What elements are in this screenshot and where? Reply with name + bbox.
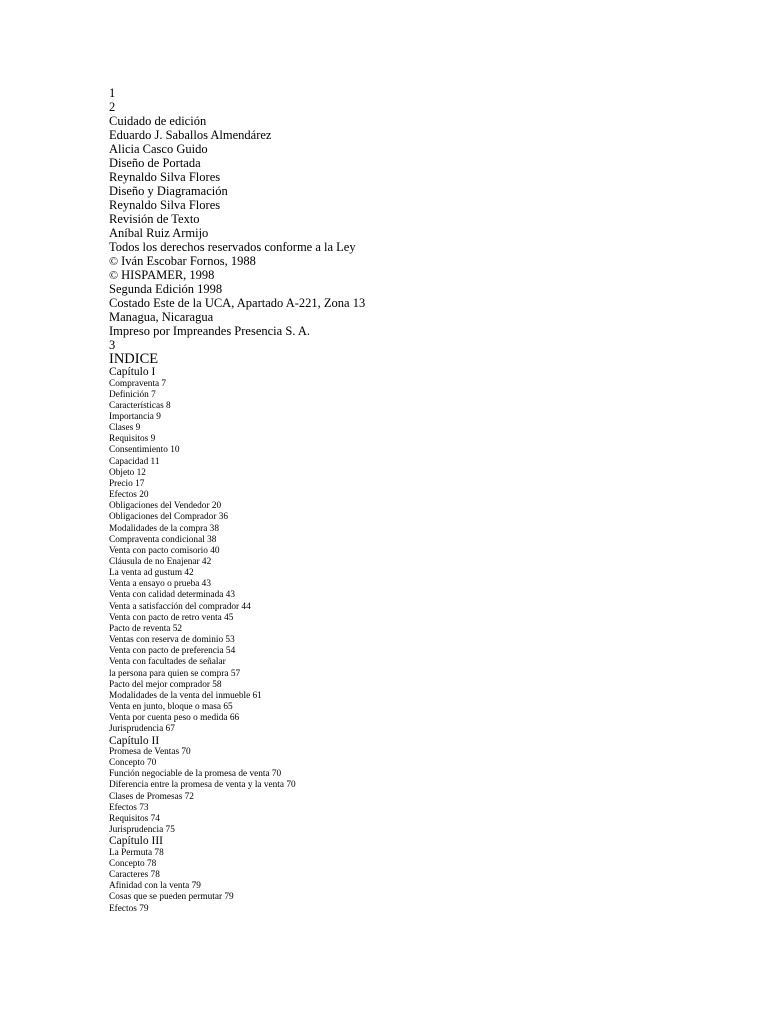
- index-entry: Pacto de reventa 52: [109, 623, 183, 634]
- credit-line: Alicia Casco Guido: [109, 142, 208, 156]
- chapter-heading: Capítulo II: [109, 734, 160, 747]
- index-entry: Cosas que se pueden permutar 79: [109, 892, 234, 903]
- credit-line: Todos los derechos reservados conforme a la Ley: [109, 240, 356, 254]
- index-entry: La venta ad gustum 42: [109, 568, 194, 579]
- index-entry: Venta por cuenta peso o medida 66: [109, 713, 240, 724]
- credit-line: Diseño de Portada: [109, 156, 201, 170]
- index-entry: la persona para quien se compra 57: [109, 668, 241, 679]
- index-entry: Venta con calidad determinada 43: [109, 590, 235, 601]
- copyright-text: Iván Escobar Fornos, 1988: [121, 254, 256, 268]
- copyright-icon: ©: [109, 254, 119, 268]
- credit-line: Diseño y Diagramación: [109, 184, 228, 198]
- index-entry: Efectos 79: [109, 903, 149, 914]
- credit-line: Reynaldo Silva Flores: [109, 170, 221, 184]
- index-entry: Función negociable de la promesa de venta 70: [109, 769, 282, 780]
- index-entry: Efectos 73: [109, 802, 149, 813]
- index-entry: Modalidades de la compra 38: [109, 523, 219, 534]
- index-entry: Requisitos 9: [109, 434, 156, 445]
- index-entry: Venta con pacto comisorio 40: [109, 545, 220, 556]
- index-entry: Obligaciones del Vendedor 20: [109, 501, 222, 512]
- index-heading: INDICE: [109, 351, 159, 367]
- index-entry: Modalidades de la venta del inmueble 61: [109, 690, 262, 701]
- copyright-text: HISPAMER, 1998: [121, 268, 215, 282]
- index-entry: Venta a satisfacción del comprador 44: [109, 601, 251, 612]
- credit-line: 3: [109, 338, 116, 352]
- index-entry: Jurisprudencia 67: [109, 724, 175, 735]
- credit-line: Eduardo J. Saballos Almendárez: [109, 128, 272, 142]
- credit-line: Revisión de Texto: [109, 212, 200, 226]
- index-entry: Concepto 78: [109, 858, 157, 869]
- chapter-heading: Capítulo III: [109, 835, 163, 848]
- index-block: [109, 352, 749, 915]
- index-entry: Capacidad 11: [109, 456, 160, 467]
- copyright-icon: ©: [109, 268, 119, 282]
- index-entry: La Permuta 78: [109, 847, 164, 858]
- index-entry: Venta en junto, bloque o masa 65: [109, 702, 233, 713]
- document-page: [109, 86, 749, 915]
- index-entry: Diferencia entre la promesa de venta y la venta 70: [109, 780, 296, 791]
- index-entry: Efectos 20: [109, 490, 149, 501]
- credit-line: Impreso por Impreandes Presencia S. A.: [109, 324, 310, 338]
- credits-block: [109, 86, 749, 352]
- index-entry: Venta con pacto de preferencia 54: [109, 646, 236, 657]
- credit-line: 1: [109, 86, 116, 100]
- index-entry: Concepto 70: [109, 758, 157, 769]
- index-entry: Definición 7: [109, 389, 156, 400]
- credit-line: Reynaldo Silva Flores: [109, 198, 221, 212]
- copyright-line: [109, 268, 749, 282]
- credit-line: Costado Este de la UCA, Apartado A-221, Zona 13: [109, 296, 366, 310]
- index-entry: Pacto del mejor comprador 58: [109, 679, 222, 690]
- copyright-line: [109, 254, 749, 268]
- index-entry: Objeto 12: [109, 467, 146, 478]
- index-entry: Compraventa 7: [109, 378, 167, 389]
- index-entry: Clases de Promesas 72: [109, 791, 194, 802]
- index-entry: Venta con facultades de señalar: [109, 657, 226, 668]
- credit-line: Segunda Edición 1998: [109, 282, 223, 296]
- credit-line: Aníbal Ruiz Armijo: [109, 226, 209, 240]
- index-entry: Promesa de Ventas 70: [109, 747, 191, 757]
- index-entry: Consentimiento 10: [109, 445, 180, 456]
- credit-line: 2: [109, 100, 116, 114]
- index-entry: Caracteres 78: [109, 870, 160, 881]
- index-entry: Obligaciones del Comprador 36: [109, 512, 229, 523]
- index-entry: Precio 17: [109, 478, 145, 489]
- index-entry: Requisitos 74: [109, 813, 160, 824]
- index-entry: Características 8: [109, 400, 171, 411]
- index-entry: Ventas con reserva de dominio 53: [109, 635, 235, 646]
- index-entry: Jurisprudencia 75: [109, 825, 175, 836]
- credit-line: Cuidado de edición: [109, 114, 207, 128]
- credit-line: Managua, Nicaragua: [109, 310, 214, 324]
- index-entry: Compraventa condicional 38: [109, 534, 217, 545]
- index-entry: Importancia 9: [109, 411, 161, 422]
- index-entry: Clases 9: [109, 423, 141, 434]
- chapter-heading: Capítulo I: [109, 366, 156, 378]
- index-entry: Venta a ensayo o prueba 43: [109, 579, 211, 590]
- index-entry: Cláusula de no Enajenar 42: [109, 557, 212, 567]
- index-entry: Venta con pacto de retro venta 45: [109, 612, 234, 623]
- index-entry: Afinidad con la venta 79: [109, 881, 201, 892]
